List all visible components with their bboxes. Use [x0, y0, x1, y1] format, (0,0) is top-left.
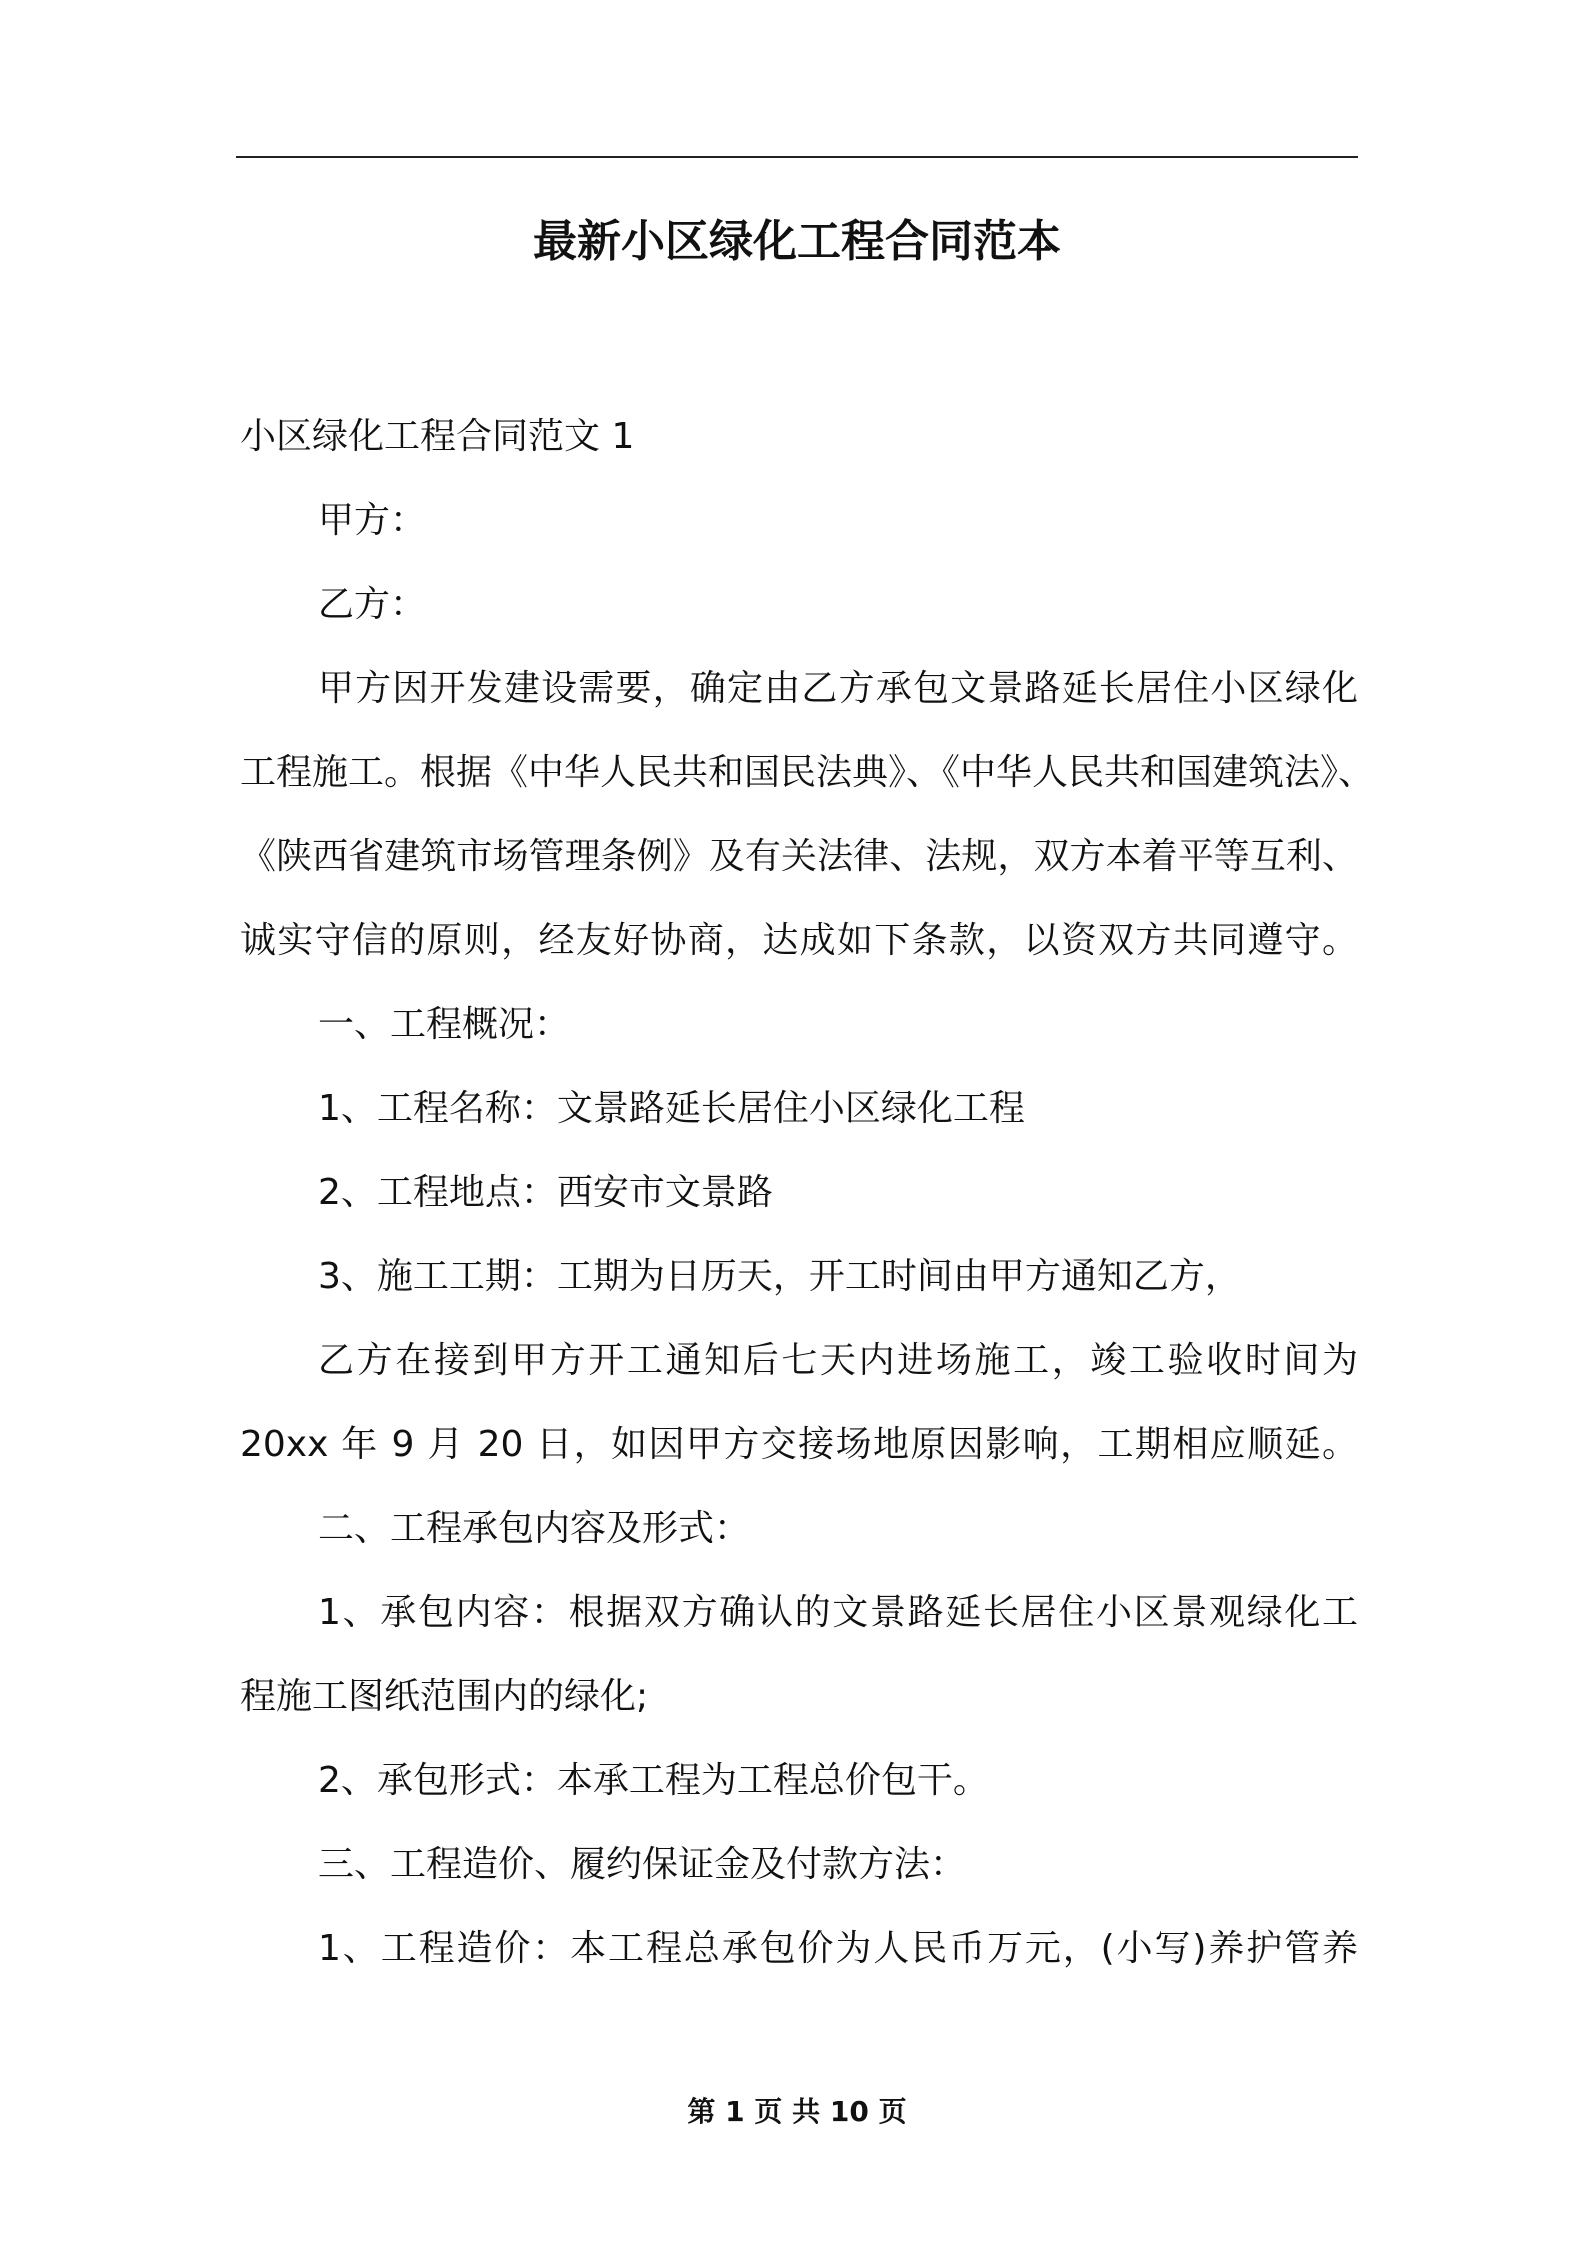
section-heading: 一、工程概况：	[318, 1004, 571, 1045]
body-paragraph-line: 《陕西省建筑市场管理条例》及有关法律、法规，双方本着平等互利、	[240, 836, 1358, 877]
clause-line: 2、承包形式：本承工程为工程总价包干。	[318, 1760, 989, 1801]
body-paragraph-line: 甲方因开发建设需要，确定由乙方承包文景路延长居住小区绿化	[318, 668, 1358, 709]
clause-line: 3、施工工期：工期为日历天，开工时间由甲方通知乙方，	[318, 1256, 1241, 1297]
body-paragraph-line: 工程施工。根据《中华人民共和国民法典》、《中华人民共和国建筑法》、	[240, 752, 1375, 793]
clause-line: 20xx 年 9 月 20 日，如因甲方交接场地原因影响，工期相应顺延。	[240, 1424, 1358, 1465]
document-subtitle: 小区绿化工程合同范文 1	[240, 416, 635, 457]
body-paragraph-line: 诚实守信的原则，经友好协商，达成如下条款，以资双方共同遵守。	[240, 920, 1358, 961]
clause-line: 程施工图纸范围内的绿化;	[240, 1676, 649, 1717]
clause-line: 乙方在接到甲方开工通知后七天内进场施工，竣工验收时间为	[318, 1340, 1358, 1381]
party-a-line: 甲方：	[318, 500, 427, 541]
document-title: 最新小区绿化工程合同范本	[533, 216, 1061, 267]
section-heading: 三、工程造价、履约保证金及付款方法：	[318, 1844, 967, 1885]
clause-line: 1、承包内容：根据双方确认的文景路延长居住小区景观绿化工	[318, 1592, 1358, 1633]
header-rule	[236, 156, 1358, 158]
clause-line: 2、工程地点：西安市文景路	[318, 1172, 773, 1213]
party-b-line: 乙方：	[318, 584, 427, 625]
section-heading: 二、工程承包内容及形式：	[318, 1508, 751, 1549]
page-footer: 第 1 页 共 10 页	[687, 2095, 907, 2128]
clause-line: 1、工程造价：本工程总承包价为人民币万元，(小写)养护管养	[318, 1928, 1358, 1969]
clause-line: 1、工程名称：文景路延长居住小区绿化工程	[318, 1088, 1025, 1129]
